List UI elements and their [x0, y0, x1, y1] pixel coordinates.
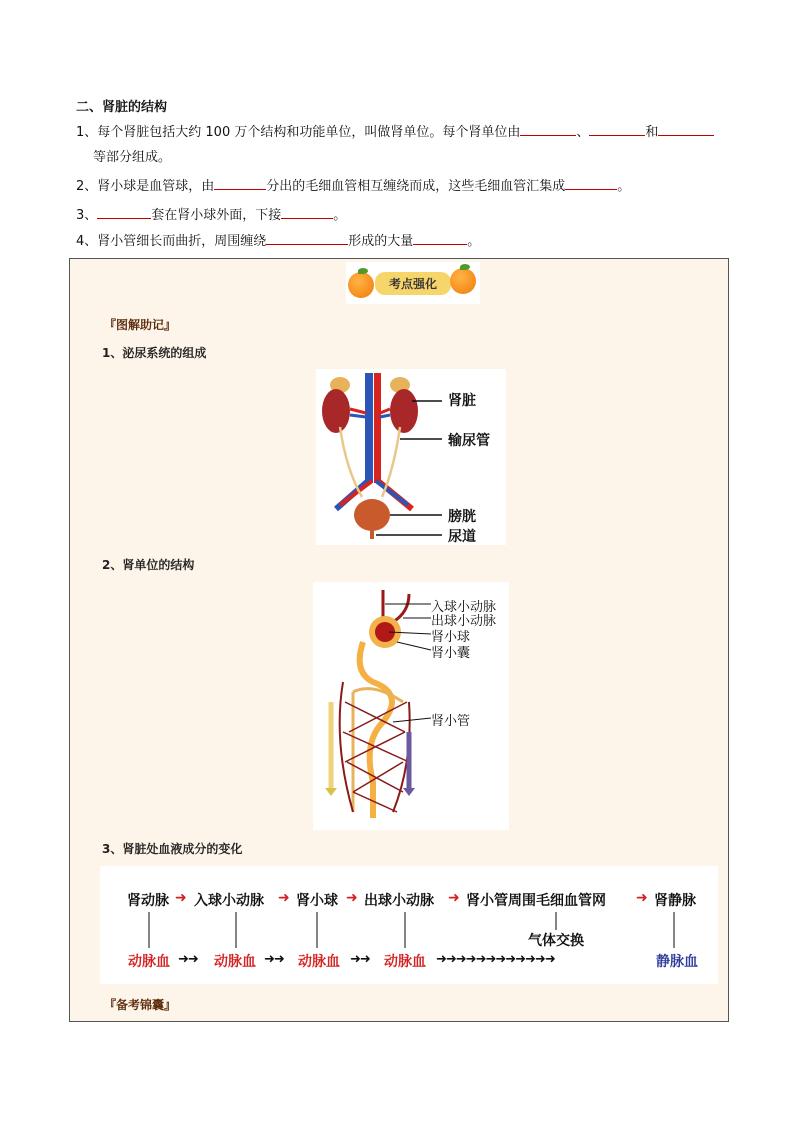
q1-text-c: 和 [645, 125, 659, 140]
q4-text-a: 4、肾小管细长而曲折，周围缠绕 [76, 234, 267, 249]
label-urethra: 尿道 [448, 529, 476, 545]
flow-node-renal-vein: 肾静脉 [654, 893, 696, 909]
subtitle-blood-changes: 3、肾脏处血液成分的变化 [102, 842, 243, 856]
q3-text-b: 套在肾小球外面，下接 [151, 208, 282, 223]
label-renal-tubule: 肾小管 [431, 714, 471, 729]
flow-arrow: ➜ [636, 890, 648, 906]
q2-text-b: 分出的毛细血管相互缠绕而成，这些毛细血管汇集成 [266, 179, 566, 194]
q4-text-b: 形成的大量 [348, 234, 414, 249]
flow-arrow: ➜ [278, 890, 290, 906]
question-4 [76, 231, 480, 251]
key-points-badge [346, 262, 480, 304]
orange-right-icon [450, 268, 476, 294]
q1-text-a: 1、每个肾脏包括大约 100 万个结构和功能单位，叫做肾单位。每个肾单位由 [76, 125, 521, 140]
flow-arrow: ➜ [346, 890, 358, 906]
label-bladder: 膀胱 [448, 509, 476, 525]
q3-text-c: 。 [333, 208, 347, 223]
flow-arrows-3: ➜➜ [350, 952, 370, 967]
label-bowmans-capsule: 肾小囊 [431, 646, 471, 661]
badge-label: 考点强化 [375, 272, 451, 295]
flow-arrow: ➜ [448, 890, 460, 906]
q4-blank-2[interactable] [413, 231, 467, 245]
nephron-figure [313, 582, 509, 830]
urinary-system-figure [316, 369, 506, 545]
q2-text-c: 。 [617, 179, 631, 194]
q4-text-c: 。 [467, 234, 481, 249]
label-afferent-arteriole: 入球小动脉 [431, 600, 497, 615]
q1-blank-2[interactable] [589, 122, 645, 136]
flow-node-glomerulus: 肾小球 [296, 893, 338, 909]
question-2 [76, 176, 630, 196]
flow-bottom-arterial-1: 动脉血 [128, 954, 170, 970]
section-title: 二、肾脏的结构 [76, 100, 168, 115]
tujie-heading: 『图解助记』 [104, 318, 177, 332]
flow-arrows-long: ➜➜➜➜➜➜➜➜➜➜➜➜ [436, 952, 555, 967]
q2-blank-2[interactable] [565, 176, 617, 190]
q1-text-b: 、 [576, 125, 590, 140]
orange-left-icon [348, 272, 374, 298]
flow-node-efferent-arteriole: 出球小动脉 [364, 893, 434, 909]
flow-bottom-arterial-3: 动脉血 [298, 954, 340, 970]
q4-blank-1[interactable] [266, 231, 348, 245]
flow-arrow: ➜ [175, 890, 187, 906]
question-3 [76, 205, 346, 225]
q2-blank-1[interactable] [214, 176, 266, 190]
gas-exchange-label: 气体交换 [528, 933, 584, 949]
q3-blank-2[interactable] [281, 205, 333, 219]
urinary-system-leader-lines [316, 369, 506, 545]
flow-node-renal-artery: 肾动脉 [127, 893, 169, 909]
label-efferent-arteriole: 出球小动脉 [431, 614, 497, 629]
question-1-cont: 等部分组成。 [93, 150, 172, 165]
flow-bottom-venous: 静脉血 [656, 954, 698, 970]
q2-text-a: 2、肾小球是血管球，由 [76, 179, 215, 194]
label-kidney: 肾脏 [448, 393, 476, 409]
beikao-heading: 『备考锦囊』 [104, 998, 177, 1012]
flow-arrows-1: ➜➜ [178, 952, 198, 967]
q3-blank-1[interactable] [97, 205, 151, 219]
label-glomerulus: 肾小球 [431, 630, 471, 645]
flow-bottom-arterial-4: 动脉血 [384, 954, 426, 970]
question-1 [76, 122, 714, 142]
q1-blank-1[interactable] [520, 122, 576, 136]
flow-node-afferent-arteriole: 入球小动脉 [194, 893, 264, 909]
q3-text-a: 3、 [76, 208, 98, 223]
flow-bottom-arterial-2: 动脉血 [214, 954, 256, 970]
blood-flow-diagram [100, 866, 718, 984]
q1-blank-3[interactable] [658, 122, 714, 136]
leaf-right-icon [460, 264, 470, 270]
subtitle-nephron: 2、肾单位的结构 [102, 558, 195, 572]
leaf-left-icon [358, 268, 368, 274]
flow-node-peritubular-capillaries: 肾小管周围毛细血管网 [466, 893, 606, 909]
label-ureter: 输尿管 [448, 433, 490, 449]
flow-arrows-2: ➜➜ [264, 952, 284, 967]
subtitle-urinary-system: 1、泌尿系统的组成 [102, 346, 207, 360]
